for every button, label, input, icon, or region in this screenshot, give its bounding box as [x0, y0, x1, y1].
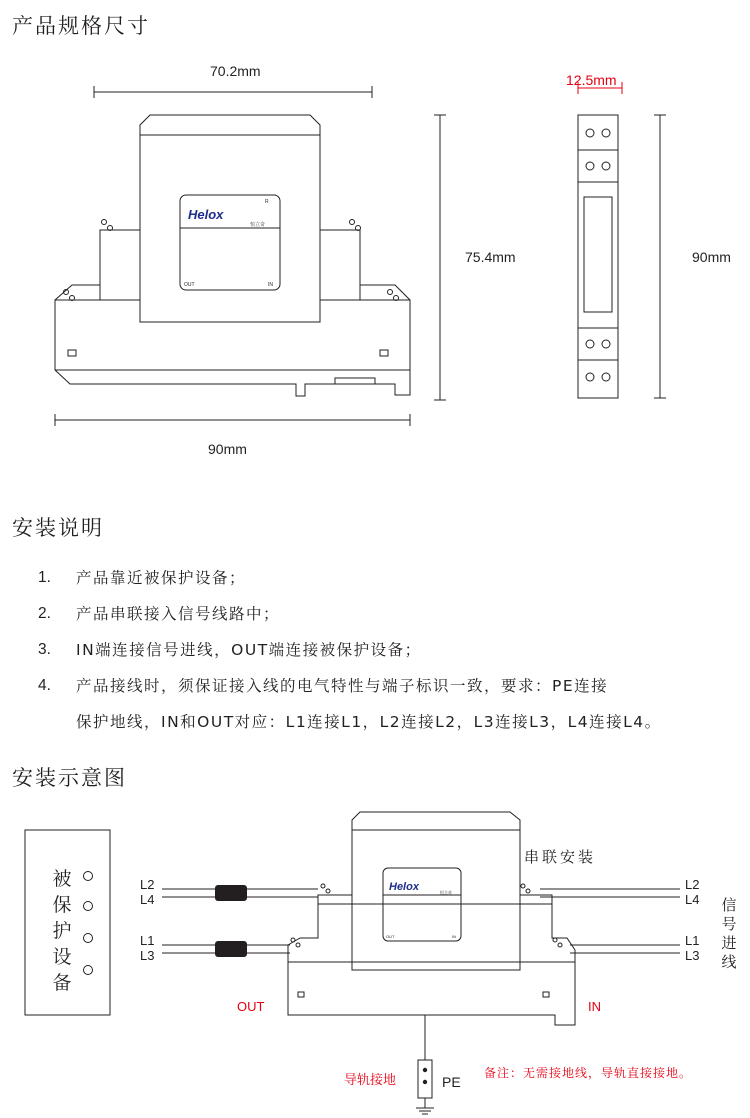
diagram-title: 安装示意图 — [12, 766, 127, 790]
front-out-text: OUT — [184, 282, 195, 288]
right-line-labels-top: L2 L4 — [685, 877, 700, 907]
instruction-item: 4. 产品接线时，须保证接入线的电气特性与端子标识一致，要求：PE连接 — [38, 677, 609, 695]
svg-text:恒立奇: 恒立奇 — [250, 222, 266, 228]
rail-ground-label: 导轨接地 — [344, 1073, 397, 1088]
svg-text:OUT: OUT — [386, 934, 395, 939]
side-view — [578, 82, 666, 398]
front-in-text: IN — [268, 282, 273, 288]
pe-label: PE — [442, 1074, 461, 1090]
out-label: OUT — [237, 999, 265, 1014]
dim-width-bottom: 90mm — [208, 441, 247, 457]
instruction-item: 2. 产品串联接入信号线路中； — [38, 605, 281, 623]
install-title: 安装说明 — [12, 516, 104, 540]
right-line-labels-bottom: L1 L3 — [685, 933, 700, 963]
series-install-label: 串联安装 — [524, 848, 597, 866]
left-line-labels-top: L2 L4 — [140, 877, 155, 907]
brand-logo-diagram: Helox — [389, 881, 419, 893]
svg-text:R: R — [265, 199, 269, 205]
dim-width-top: 70.2mm — [210, 63, 261, 79]
instruction-item: 1. 产品靠近被保护设备； — [38, 569, 247, 587]
install-instructions — [38, 560, 738, 740]
instruction-item-continuation: 保护地线，IN和OUT对应：L1连接L1，L2连接L2，L3连接L3，L4连接L4。 — [76, 713, 662, 731]
dim-height-right: 75.4mm — [465, 249, 516, 265]
specs-title: 产品规格尺寸 — [12, 14, 150, 38]
in-label: IN — [588, 999, 601, 1014]
instruction-item: 3. IN端连接信号进线，OUT端连接被保护设备； — [38, 641, 422, 659]
protected-device-label: 被 保 护 设 备 — [52, 868, 72, 994]
ferrite-choke-bottom — [215, 941, 247, 957]
brand-logo-front: Helox — [188, 207, 224, 222]
signal-input-label: 信 号 进 线 — [721, 896, 737, 971]
dim-side-height: 90mm — [692, 249, 731, 265]
dim-side-width: 12.5mm — [566, 72, 617, 88]
diagram-note: 备注：无需接地线，导轨直接接地。 — [484, 1066, 693, 1080]
svg-text:IN: IN — [452, 934, 456, 939]
ferrite-choke-top — [215, 885, 247, 901]
front-view — [55, 86, 446, 426]
left-line-labels-bottom: L1 L3 — [140, 933, 155, 963]
svg-text:恒立奇: 恒立奇 — [440, 890, 452, 895]
